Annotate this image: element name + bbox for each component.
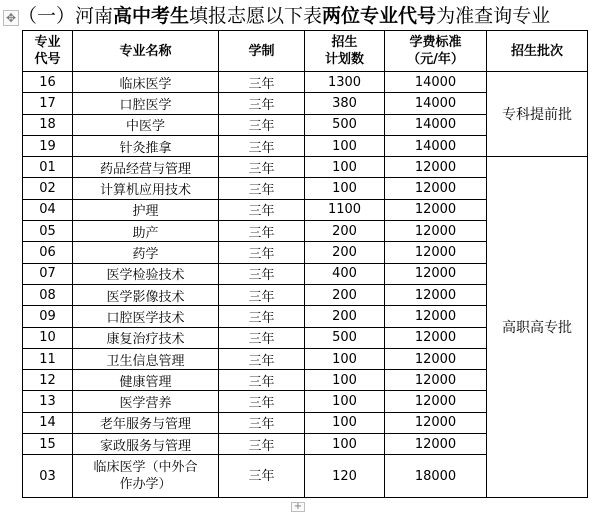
- cell-fee: 12000: [385, 348, 487, 369]
- cell-code: 17: [23, 93, 73, 114]
- cell-duration: 三年: [219, 327, 305, 348]
- cell-plan: 100: [305, 157, 385, 178]
- cell-fee: 12000: [385, 157, 487, 178]
- heading-part-3: 为准查询专业: [436, 5, 551, 27]
- header-major-name: 专业名称: [73, 31, 219, 72]
- cell-code: 05: [23, 221, 73, 242]
- cell-fee: 12000: [385, 284, 487, 305]
- cell-name: 针灸推拿: [73, 135, 219, 156]
- cell-fee: 12000: [385, 242, 487, 263]
- cell-code: 15: [23, 434, 73, 455]
- cell-code: 03: [23, 455, 73, 498]
- cell-fee: 12000: [385, 178, 487, 199]
- cell-fee: 14000: [385, 135, 487, 156]
- cell-code: 10: [23, 327, 73, 348]
- cell-plan: 500: [305, 114, 385, 135]
- cell-duration: 三年: [219, 434, 305, 455]
- cell-fee: 14000: [385, 93, 487, 114]
- cell-duration: 三年: [219, 348, 305, 369]
- cell-name: 药学: [73, 242, 219, 263]
- cell-name: 康复治疗技术: [73, 327, 219, 348]
- table-move-handle-icon[interactable]: ✥: [3, 10, 19, 26]
- cell-plan: 400: [305, 263, 385, 284]
- table-row: [23, 72, 588, 93]
- cell-code: 11: [23, 348, 73, 369]
- cell-duration: 三年: [219, 242, 305, 263]
- cell-duration: 三年: [219, 135, 305, 156]
- cell-duration: 三年: [219, 284, 305, 305]
- cell-name: 卫生信息管理: [73, 348, 219, 369]
- cell-fee: 12000: [385, 434, 487, 455]
- cell-plan: 100: [305, 348, 385, 369]
- cell-code: 01: [23, 157, 73, 178]
- cell-plan: 380: [305, 93, 385, 114]
- cell-name: 健康管理: [73, 370, 219, 391]
- cell-plan: 500: [305, 327, 385, 348]
- cell-name: 医学营养: [73, 391, 219, 412]
- cell-plan: 100: [305, 434, 385, 455]
- cell-name: 助产: [73, 221, 219, 242]
- table-header-row: [23, 31, 588, 72]
- cell-code: 18: [23, 114, 73, 135]
- enrollment-table: [22, 30, 588, 498]
- cell-fee: 12000: [385, 370, 487, 391]
- cell-plan: 200: [305, 242, 385, 263]
- heading-bold-2: 两位专业代号: [322, 5, 437, 27]
- cell-code: 13: [23, 391, 73, 412]
- cell-plan: 100: [305, 178, 385, 199]
- header-duration: 学制: [219, 31, 305, 72]
- cell-fee: 12000: [385, 391, 487, 412]
- cell-code: 09: [23, 306, 73, 327]
- cell-code: 19: [23, 135, 73, 156]
- header-major-code: 专业 代号: [23, 31, 73, 72]
- cell-duration: 三年: [219, 72, 305, 93]
- cell-code: 04: [23, 199, 73, 220]
- cell-plan: 100: [305, 412, 385, 433]
- cell-name: 药品经营与管理: [73, 157, 219, 178]
- cell-fee: 12000: [385, 199, 487, 220]
- cell-name: 中医学: [73, 114, 219, 135]
- cell-code: 12: [23, 370, 73, 391]
- heading-part-2: 填报志愿以下表: [189, 5, 323, 27]
- cell-name: 计算机应用技术: [73, 178, 219, 199]
- cell-code: 06: [23, 242, 73, 263]
- cell-name: 医学检验技术: [73, 263, 219, 284]
- header-tuition: 学费标准 （元/年）: [385, 31, 487, 72]
- cell-plan: 100: [305, 135, 385, 156]
- cell-duration: 三年: [219, 199, 305, 220]
- cell-code: 07: [23, 263, 73, 284]
- cell-name: 医学影像技术: [73, 284, 219, 305]
- cell-name: 口腔医学技术: [73, 306, 219, 327]
- cell-name: 护理: [73, 199, 219, 220]
- cell-plan: 1100: [305, 199, 385, 220]
- cell-name: 家政服务与管理: [73, 434, 219, 455]
- cell-code: 16: [23, 72, 73, 93]
- cell-duration: 三年: [219, 306, 305, 327]
- cell-plan: 200: [305, 221, 385, 242]
- heading-part-1: （一）河南: [18, 5, 114, 27]
- cell-plan: 200: [305, 306, 385, 327]
- cell-fee: 14000: [385, 72, 487, 93]
- cell-fee: 12000: [385, 221, 487, 242]
- batch-cell-higher: 高职高专批: [487, 157, 588, 498]
- cell-duration: 三年: [219, 370, 305, 391]
- cell-duration: 三年: [219, 391, 305, 412]
- cell-plan: 200: [305, 284, 385, 305]
- add-row-plus-icon[interactable]: +: [291, 502, 305, 512]
- cell-duration: 三年: [219, 114, 305, 135]
- cell-fee: 12000: [385, 263, 487, 284]
- cell-fee: 12000: [385, 412, 487, 433]
- cell-duration: 三年: [219, 455, 305, 498]
- cell-plan: 120: [305, 455, 385, 498]
- cell-name: 临床医学（中外合 作办学）: [73, 455, 219, 498]
- table-row: [23, 157, 588, 178]
- cell-duration: 三年: [219, 221, 305, 242]
- cell-fee: 12000: [385, 327, 487, 348]
- cell-duration: 三年: [219, 157, 305, 178]
- cell-fee: 14000: [385, 114, 487, 135]
- cell-fee: 12000: [385, 306, 487, 327]
- cell-fee: 18000: [385, 455, 487, 498]
- cell-code: 02: [23, 178, 73, 199]
- cell-code: 14: [23, 412, 73, 433]
- cell-duration: 三年: [219, 412, 305, 433]
- page-heading: [18, 2, 598, 30]
- cell-duration: 三年: [219, 93, 305, 114]
- cell-duration: 三年: [219, 263, 305, 284]
- cell-plan: 1300: [305, 72, 385, 93]
- cell-duration: 三年: [219, 178, 305, 199]
- cell-name: 老年服务与管理: [73, 412, 219, 433]
- heading-bold-1: 高中考生: [113, 5, 190, 27]
- header-enrollment-plan: 招生 计划数: [305, 31, 385, 72]
- cell-code: 08: [23, 284, 73, 305]
- cell-name: 口腔医学: [73, 93, 219, 114]
- cell-plan: 100: [305, 370, 385, 391]
- cell-plan: 100: [305, 391, 385, 412]
- cell-name: 临床医学: [73, 72, 219, 93]
- batch-cell-special: 专科提前批: [487, 72, 588, 157]
- header-batch: 招生批次: [487, 31, 588, 72]
